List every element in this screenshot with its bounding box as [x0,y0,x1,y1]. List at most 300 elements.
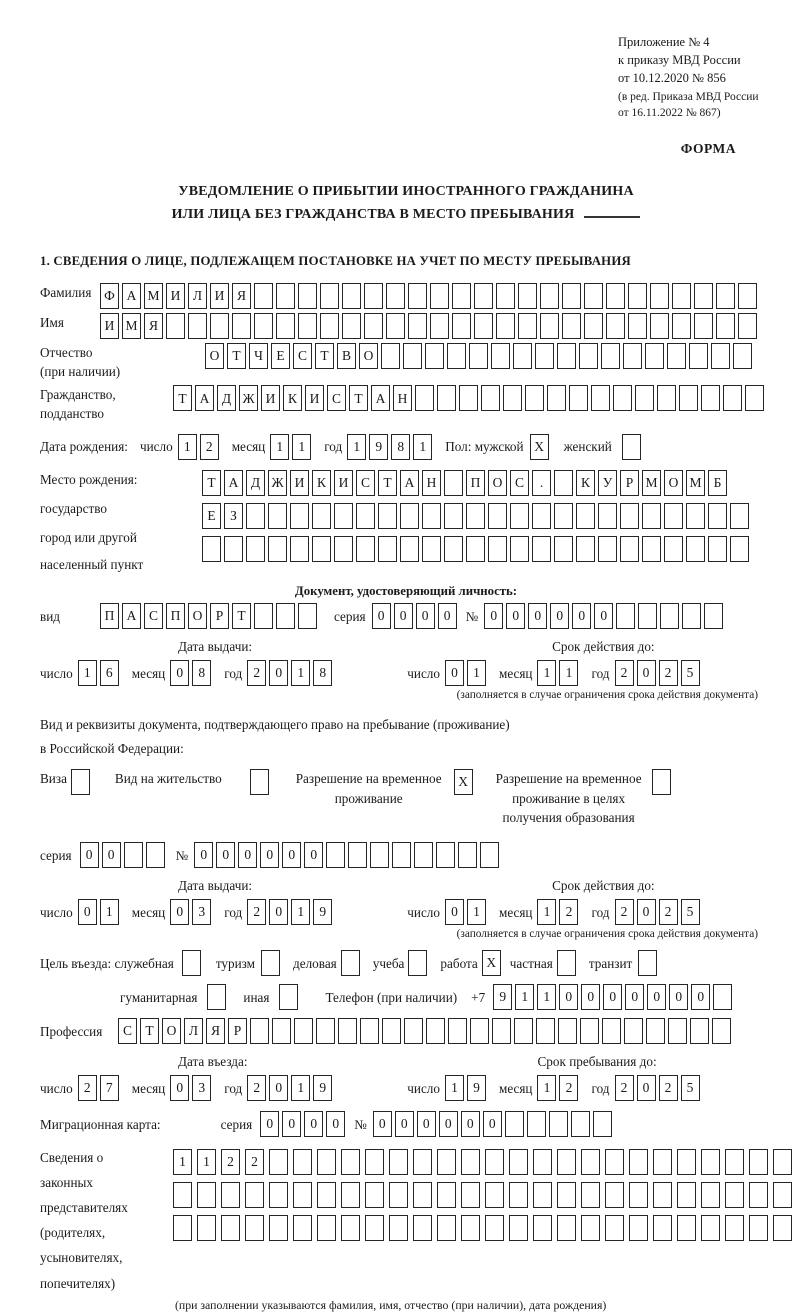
char-cell[interactable]: 1 [445,1075,464,1101]
char-cell[interactable] [400,536,419,562]
char-cell[interactable] [342,283,361,309]
char-cell[interactable] [182,950,201,976]
char-cell[interactable]: 1 [100,899,119,925]
char-cell[interactable]: 0 [572,603,591,629]
char-cell[interactable] [513,343,532,369]
char-cell[interactable]: Я [206,1018,225,1044]
char-cell[interactable] [437,385,456,411]
char-cell[interactable]: О [162,1018,181,1044]
char-cell[interactable] [509,1149,528,1175]
char-cell[interactable] [660,603,679,629]
char-cell[interactable] [320,283,339,309]
char-cell[interactable]: 2 [247,1075,266,1101]
char-cell[interactable]: 1 [537,1075,556,1101]
char-cell[interactable] [689,343,708,369]
char-cell[interactable] [245,1215,264,1241]
char-cell[interactable] [466,503,485,529]
char-cell[interactable] [730,503,749,529]
char-cell[interactable]: 0 [445,660,464,686]
char-cell[interactable]: X [482,950,501,976]
char-cell[interactable] [598,503,617,529]
char-cell[interactable]: 2 [615,1075,634,1101]
char-cell[interactable] [413,1149,432,1175]
char-cell[interactable] [638,950,657,976]
char-cell[interactable]: П [100,603,119,629]
char-cell[interactable]: Ч [249,343,268,369]
char-cell[interactable] [509,1182,528,1208]
char-cell[interactable]: Т [202,470,221,496]
char-cell[interactable]: С [510,470,529,496]
char-cell[interactable] [400,503,419,529]
char-cell[interactable] [749,1149,768,1175]
char-cell[interactable]: 1 [291,1075,310,1101]
char-cell[interactable] [677,1149,696,1175]
char-cell[interactable] [290,503,309,529]
char-cell[interactable] [629,1215,648,1241]
char-cell[interactable]: 0 [637,899,656,925]
char-cell[interactable]: О [488,470,507,496]
char-cell[interactable] [356,536,375,562]
char-cell[interactable]: 0 [669,984,688,1010]
char-cell[interactable] [701,1215,720,1241]
char-cell[interactable]: 0 [260,842,279,868]
char-cell[interactable] [485,1182,504,1208]
char-cell[interactable] [532,536,551,562]
char-cell[interactable] [425,343,444,369]
char-cell[interactable] [557,1149,576,1175]
char-cell[interactable] [540,283,559,309]
char-cell[interactable] [268,503,287,529]
char-cell[interactable] [628,313,647,339]
char-cell[interactable] [408,313,427,339]
char-cell[interactable]: 8 [192,660,211,686]
char-cell[interactable] [317,1182,336,1208]
char-cell[interactable]: 2 [200,434,219,460]
char-cell[interactable]: 1 [537,660,556,686]
char-cell[interactable]: 1 [537,899,556,925]
char-cell[interactable] [469,343,488,369]
char-cell[interactable] [480,842,499,868]
char-cell[interactable] [650,283,669,309]
char-cell[interactable]: А [400,470,419,496]
char-cell[interactable]: . [532,470,551,496]
char-cell[interactable]: 0 [417,1111,436,1137]
char-cell[interactable]: 2 [615,899,634,925]
char-cell[interactable]: Д [246,470,265,496]
char-cell[interactable] [293,1182,312,1208]
char-cell[interactable]: 9 [493,984,512,1010]
char-cell[interactable]: Р [210,603,229,629]
char-cell[interactable]: 0 [603,984,622,1010]
char-cell[interactable]: 0 [445,899,464,925]
char-cell[interactable] [444,503,463,529]
char-cell[interactable]: И [334,470,353,496]
char-cell[interactable]: П [166,603,185,629]
char-cell[interactable] [491,343,510,369]
char-cell[interactable] [554,536,573,562]
char-cell[interactable] [690,1018,709,1044]
char-cell[interactable] [232,313,251,339]
char-cell[interactable]: 0 [170,1075,189,1101]
char-cell[interactable]: 0 [484,603,503,629]
char-cell[interactable]: 0 [194,842,213,868]
char-cell[interactable]: О [664,470,683,496]
char-cell[interactable] [533,1182,552,1208]
char-cell[interactable]: Т [227,343,246,369]
char-cell[interactable] [389,1215,408,1241]
char-cell[interactable] [356,503,375,529]
char-cell[interactable]: 0 [439,1111,458,1137]
char-cell[interactable]: 0 [637,1075,656,1101]
char-cell[interactable] [576,536,595,562]
char-cell[interactable] [628,283,647,309]
char-cell[interactable]: О [188,603,207,629]
char-cell[interactable] [364,283,383,309]
char-cell[interactable]: 0 [269,899,288,925]
char-cell[interactable]: 0 [304,1111,323,1137]
char-cell[interactable] [620,536,639,562]
char-cell[interactable]: 2 [659,660,678,686]
char-cell[interactable] [581,1182,600,1208]
char-cell[interactable] [447,343,466,369]
char-cell[interactable] [413,1215,432,1241]
char-cell[interactable]: 0 [260,1111,279,1137]
char-cell[interactable]: 0 [559,984,578,1010]
char-cell[interactable] [642,503,661,529]
char-cell[interactable] [246,503,265,529]
char-cell[interactable] [653,1149,672,1175]
char-cell[interactable] [392,842,411,868]
char-cell[interactable]: Я [144,313,163,339]
char-cell[interactable] [510,503,529,529]
char-cell[interactable] [562,313,581,339]
char-cell[interactable] [557,950,576,976]
char-cell[interactable] [725,1182,744,1208]
char-cell[interactable] [549,1111,568,1137]
char-cell[interactable] [704,603,723,629]
char-cell[interactable]: 2 [659,899,678,925]
char-cell[interactable] [606,313,625,339]
char-cell[interactable] [525,385,544,411]
char-cell[interactable]: 8 [391,434,410,460]
char-cell[interactable]: 0 [78,899,97,925]
char-cell[interactable] [686,503,705,529]
char-cell[interactable]: 1 [270,434,289,460]
char-cell[interactable] [677,1182,696,1208]
char-cell[interactable]: 0 [506,603,525,629]
char-cell[interactable]: 0 [238,842,257,868]
char-cell[interactable] [293,1215,312,1241]
char-cell[interactable]: 2 [247,660,266,686]
char-cell[interactable]: 1 [347,434,366,460]
char-cell[interactable]: 5 [681,1075,700,1101]
char-cell[interactable]: 1 [559,660,578,686]
char-cell[interactable] [645,343,664,369]
char-cell[interactable]: И [210,283,229,309]
char-cell[interactable] [370,842,389,868]
char-cell[interactable] [422,536,441,562]
char-cell[interactable] [642,536,661,562]
char-cell[interactable] [708,536,727,562]
char-cell[interactable] [365,1149,384,1175]
char-cell[interactable] [294,1018,313,1044]
char-cell[interactable]: 0 [581,984,600,1010]
char-cell[interactable] [269,1215,288,1241]
char-cell[interactable] [557,1215,576,1241]
char-cell[interactable]: 0 [438,603,457,629]
char-cell[interactable] [576,503,595,529]
char-cell[interactable] [652,769,671,795]
char-cell[interactable]: X [530,434,549,460]
char-cell[interactable]: 9 [467,1075,486,1101]
char-cell[interactable] [745,385,764,411]
char-cell[interactable]: 2 [559,899,578,925]
char-cell[interactable] [605,1149,624,1175]
char-cell[interactable]: 0 [395,1111,414,1137]
char-cell[interactable]: 0 [691,984,710,1010]
char-cell[interactable] [224,536,243,562]
char-cell[interactable] [341,1149,360,1175]
char-cell[interactable] [601,343,620,369]
char-cell[interactable] [269,1149,288,1175]
char-cell[interactable] [773,1149,792,1175]
char-cell[interactable]: А [371,385,390,411]
char-cell[interactable] [197,1215,216,1241]
char-cell[interactable] [365,1215,384,1241]
char-cell[interactable] [481,385,500,411]
char-cell[interactable] [386,313,405,339]
char-cell[interactable]: 0 [326,1111,345,1137]
char-cell[interactable] [474,313,493,339]
char-cell[interactable] [505,1111,524,1137]
char-cell[interactable]: В [337,343,356,369]
char-cell[interactable] [694,313,713,339]
char-cell[interactable] [437,1182,456,1208]
char-cell[interactable]: 2 [78,1075,97,1101]
char-cell[interactable] [360,1018,379,1044]
char-cell[interactable] [202,536,221,562]
char-cell[interactable] [584,313,603,339]
char-cell[interactable]: 3 [192,1075,211,1101]
char-cell[interactable]: И [166,283,185,309]
char-cell[interactable]: О [359,343,378,369]
char-cell[interactable] [461,1182,480,1208]
char-cell[interactable] [613,385,632,411]
char-cell[interactable] [653,1182,672,1208]
char-cell[interactable]: 2 [659,1075,678,1101]
char-cell[interactable] [293,1149,312,1175]
char-cell[interactable] [197,1182,216,1208]
char-cell[interactable] [207,984,226,1010]
char-cell[interactable] [382,1018,401,1044]
char-cell[interactable] [298,603,317,629]
char-cell[interactable]: 1 [467,660,486,686]
char-cell[interactable] [298,313,317,339]
char-cell[interactable]: И [261,385,280,411]
char-cell[interactable] [725,1149,744,1175]
char-cell[interactable] [605,1215,624,1241]
char-cell[interactable] [624,1018,643,1044]
char-cell[interactable] [458,842,477,868]
char-cell[interactable] [269,1182,288,1208]
char-cell[interactable] [341,1215,360,1241]
char-cell[interactable] [723,385,742,411]
char-cell[interactable] [562,283,581,309]
char-cell[interactable] [738,313,757,339]
char-cell[interactable] [268,536,287,562]
char-cell[interactable] [436,842,455,868]
char-cell[interactable]: Н [393,385,412,411]
char-cell[interactable] [341,950,360,976]
char-cell[interactable] [430,313,449,339]
char-cell[interactable]: Т [173,385,192,411]
char-cell[interactable]: Н [422,470,441,496]
char-cell[interactable]: Е [271,343,290,369]
char-cell[interactable]: А [224,470,243,496]
char-cell[interactable]: 2 [221,1149,240,1175]
char-cell[interactable]: 1 [291,660,310,686]
char-cell[interactable] [773,1215,792,1241]
char-cell[interactable] [716,283,735,309]
char-cell[interactable]: Т [232,603,251,629]
char-cell[interactable]: 0 [304,842,323,868]
char-cell[interactable] [466,536,485,562]
char-cell[interactable] [646,1018,665,1044]
char-cell[interactable] [629,1182,648,1208]
char-cell[interactable]: З [224,503,243,529]
char-cell[interactable] [173,1182,192,1208]
char-cell[interactable] [422,503,441,529]
char-cell[interactable] [408,283,427,309]
char-cell[interactable] [317,1149,336,1175]
char-cell[interactable] [221,1215,240,1241]
char-cell[interactable] [250,769,269,795]
char-cell[interactable] [485,1215,504,1241]
char-cell[interactable] [569,385,588,411]
char-cell[interactable] [381,343,400,369]
char-cell[interactable] [492,1018,511,1044]
char-cell[interactable]: X [454,769,473,795]
char-cell[interactable] [334,503,353,529]
char-cell[interactable] [279,984,298,1010]
char-cell[interactable] [509,1215,528,1241]
char-cell[interactable] [389,1149,408,1175]
char-cell[interactable]: 2 [559,1075,578,1101]
char-cell[interactable]: Т [378,470,397,496]
char-cell[interactable] [591,385,610,411]
char-cell[interactable] [146,842,165,868]
char-cell[interactable] [485,1149,504,1175]
char-cell[interactable] [749,1215,768,1241]
char-cell[interactable] [459,385,478,411]
char-cell[interactable] [733,343,752,369]
char-cell[interactable] [437,1149,456,1175]
char-cell[interactable]: Ф [100,283,119,309]
char-cell[interactable] [712,1018,731,1044]
char-cell[interactable] [378,536,397,562]
char-cell[interactable]: 0 [373,1111,392,1137]
char-cell[interactable] [444,536,463,562]
char-cell[interactable] [386,283,405,309]
char-cell[interactable]: 0 [550,603,569,629]
char-cell[interactable]: 0 [594,603,613,629]
char-cell[interactable]: 2 [245,1149,264,1175]
char-cell[interactable] [341,1182,360,1208]
char-cell[interactable] [701,1149,720,1175]
char-cell[interactable] [518,313,537,339]
char-cell[interactable] [622,434,641,460]
char-cell[interactable] [514,1018,533,1044]
char-cell[interactable] [518,283,537,309]
char-cell[interactable] [403,343,422,369]
char-cell[interactable] [430,283,449,309]
char-cell[interactable] [664,536,683,562]
char-cell[interactable] [602,1018,621,1044]
char-cell[interactable]: М [144,283,163,309]
char-cell[interactable]: И [100,313,119,339]
char-cell[interactable] [598,536,617,562]
char-cell[interactable]: О [205,343,224,369]
char-cell[interactable]: И [290,470,309,496]
char-cell[interactable]: А [195,385,214,411]
char-cell[interactable] [404,1018,423,1044]
char-cell[interactable] [272,1018,291,1044]
char-cell[interactable]: С [118,1018,137,1044]
char-cell[interactable] [533,1215,552,1241]
char-cell[interactable]: 1 [173,1149,192,1175]
char-cell[interactable]: 0 [269,660,288,686]
char-cell[interactable] [708,503,727,529]
char-cell[interactable] [593,1111,612,1137]
char-cell[interactable] [298,283,317,309]
char-cell[interactable]: 0 [637,660,656,686]
char-cell[interactable]: Ж [239,385,258,411]
char-cell[interactable] [414,842,433,868]
char-cell[interactable] [452,313,471,339]
char-cell[interactable] [461,1149,480,1175]
char-cell[interactable]: С [144,603,163,629]
char-cell[interactable] [716,313,735,339]
char-cell[interactable]: М [686,470,705,496]
char-cell[interactable]: 0 [483,1111,502,1137]
char-cell[interactable] [316,1018,335,1044]
char-cell[interactable] [738,283,757,309]
char-cell[interactable]: 0 [372,603,391,629]
char-cell[interactable]: 1 [292,434,311,460]
char-cell[interactable] [554,503,573,529]
char-cell[interactable] [496,283,515,309]
char-cell[interactable]: 1 [467,899,486,925]
char-cell[interactable]: К [576,470,595,496]
char-cell[interactable]: С [293,343,312,369]
char-cell[interactable] [581,1149,600,1175]
char-cell[interactable]: У [598,470,617,496]
char-cell[interactable] [364,313,383,339]
char-cell[interactable] [557,343,576,369]
char-cell[interactable] [711,343,730,369]
char-cell[interactable]: 1 [178,434,197,460]
char-cell[interactable] [503,385,522,411]
char-cell[interactable] [71,769,90,795]
char-cell[interactable]: 0 [216,842,235,868]
char-cell[interactable] [701,1182,720,1208]
char-cell[interactable] [188,313,207,339]
char-cell[interactable]: Я [232,283,251,309]
char-cell[interactable] [437,1215,456,1241]
char-cell[interactable]: 9 [313,899,332,925]
char-cell[interactable] [444,470,463,496]
char-cell[interactable]: 0 [282,1111,301,1137]
